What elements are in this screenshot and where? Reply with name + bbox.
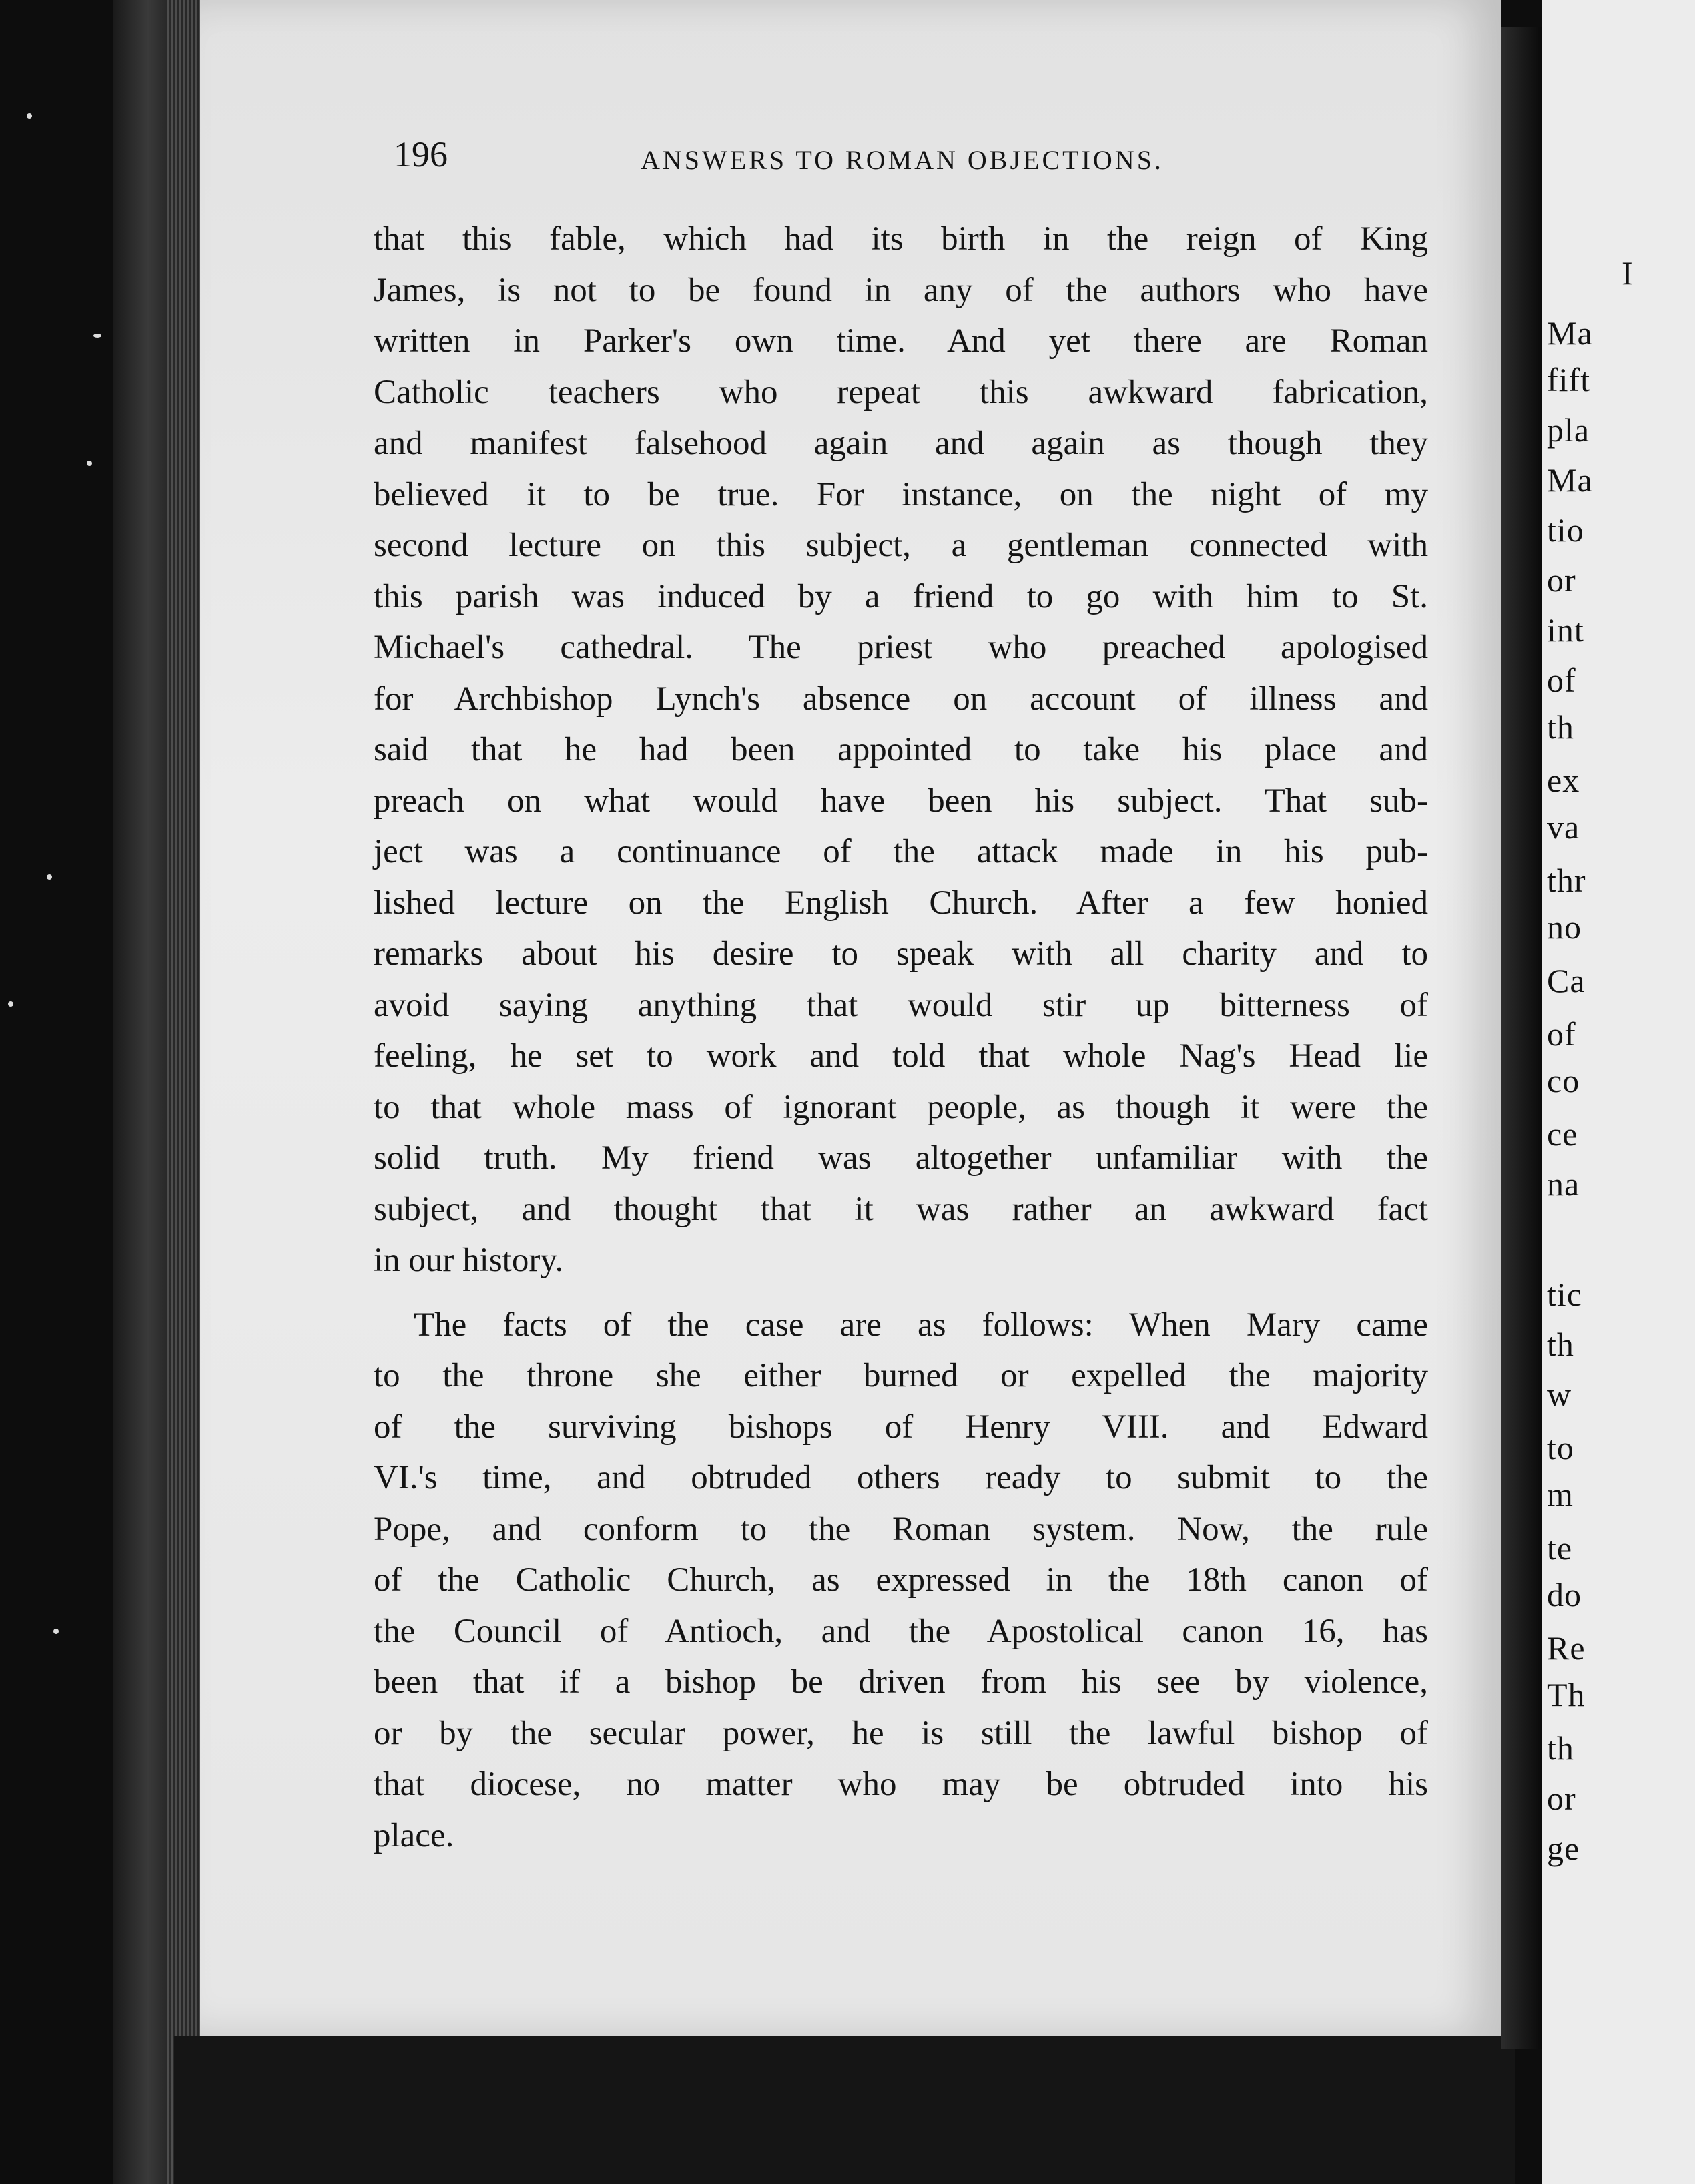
facing-page-fragment: thr (1547, 862, 1586, 899)
text-line: Catholic teachers who repeat this awkward fabrication, (374, 373, 1428, 411)
facing-page-fragment: int (1547, 611, 1584, 649)
facing-page-fragment: co (1547, 1062, 1580, 1099)
text-line: avoid saying anything that would stir up bitterness of (374, 986, 1428, 1024)
text-line: believed it to be true. For instance, on the night of my (374, 475, 1428, 513)
scan-speck (8, 1001, 13, 1007)
facing-page-fragment: Ma (1547, 461, 1593, 499)
scan-speck (27, 113, 32, 119)
text-line: preach on what would have been his subject. That sub- (374, 782, 1428, 820)
paragraph (374, 214, 1428, 1286)
text-line: The facts of the case are as follows: When Mary came (414, 1306, 1428, 1344)
body-text (374, 214, 1428, 1861)
text-line: said that he had been appointed to take his place and (374, 731, 1428, 768)
text-line: in our history. (374, 1242, 564, 1279)
text-line: and manifest falsehood again and again as though they (374, 425, 1428, 462)
text-line: to that whole mass of ignorant people, as though it were the (374, 1088, 1428, 1126)
paragraph (374, 1300, 1428, 1862)
facing-page-fragment: Re (1547, 1629, 1586, 1667)
scan-speck (53, 1629, 59, 1634)
facing-page-fragment: Ca (1547, 962, 1586, 999)
facing-page-fragment: na (1547, 1165, 1580, 1203)
page-number: 196 (394, 134, 448, 174)
facing-page-fragment: ex (1547, 762, 1580, 799)
text-line: to the throne she either burned or expelled the majority (374, 1357, 1428, 1394)
facing-page-fragment: pla (1547, 411, 1590, 449)
facing-page-fragment: do (1547, 1576, 1582, 1613)
text-line: remarks about his desire to speak with all charity and to (374, 935, 1428, 973)
scan-speck (93, 334, 101, 338)
facing-page-fragment: m (1547, 1476, 1574, 1513)
scan-speck (87, 461, 92, 466)
text-line: for Archbishop Lynch's absence on account of illness and (374, 679, 1428, 718)
text-line: this parish was induced by a friend to go with him to St. (374, 577, 1428, 615)
facing-page-fragment: or (1547, 561, 1576, 599)
facing-page-fragment: va (1547, 808, 1580, 846)
running-head (394, 133, 1435, 187)
book-gutter (1501, 27, 1542, 2049)
facing-page-fragment: te (1547, 1529, 1573, 1567)
facing-page-fragment: ce (1547, 1115, 1578, 1153)
facing-page-fragment: Ma (1547, 314, 1593, 352)
facing-page-fragment: of (1547, 661, 1576, 699)
facing-page (1542, 0, 1695, 2184)
running-title: ANSWERS TO ROMAN OBJECTIONS. (641, 145, 1164, 175)
text-line: Pope, and conform to the Roman system. Now, the rule (374, 1510, 1428, 1548)
text-line: subject, and thought that it was rather an awkward fact (374, 1190, 1428, 1228)
text-line: or by the secular power, he is still the lawful bishop of (374, 1714, 1428, 1752)
facing-page-fragment: of (1547, 1015, 1576, 1053)
facing-page-fragment: to (1547, 1429, 1574, 1466)
facing-page-fragment: th (1547, 708, 1574, 746)
facing-page-fragment: th (1547, 1326, 1574, 1363)
text-line: feeling, he set to work and told that whole Nag's Head lie (374, 1037, 1428, 1075)
text-line: that diocese, no matter who may be obtruded into his (374, 1765, 1428, 1803)
text-line: VI.'s time, and obtruded others ready to submit to the (374, 1459, 1428, 1496)
facing-page-fragment: w (1547, 1376, 1572, 1413)
text-line: that this fable, which had its birth in the reign of King (374, 220, 1428, 258)
facing-page-fragment: or (1547, 1780, 1576, 1817)
facing-page-fragment: th (1547, 1729, 1574, 1767)
text-line: second lecture on this subject, a gentleman connected with (374, 527, 1428, 564)
facing-page-fragment: tio (1547, 511, 1584, 549)
paragraph-gap (374, 1286, 1428, 1300)
text-line: Michael's cathedral. The priest who preached apologised (374, 629, 1428, 666)
text-line: of the surviving bishops of Henry VIII. and Edward (374, 1408, 1428, 1446)
text-line: written in Parker's own time. And yet there are Roman (374, 322, 1428, 360)
text-line: the Council of Antioch, and the Apostolical canon 16, has (374, 1612, 1428, 1650)
page-bottom-edge (174, 2036, 1515, 2184)
text-line: solid truth. My friend was altogether unfamiliar with the (374, 1139, 1428, 1177)
facing-page-fragment: no (1547, 908, 1582, 946)
scan-speck (47, 874, 52, 880)
text-line: been that if a bishop be driven from his see by violence, (374, 1663, 1428, 1701)
text-line: ject was a continuance of the attack made in his pub- (374, 833, 1428, 870)
text-line: lished lecture on the English Church. After a few honied (374, 884, 1428, 922)
facing-page-fragment: tic (1547, 1276, 1582, 1313)
facing-page-fragment: ge (1547, 1830, 1580, 1867)
text-line: place. (374, 1816, 454, 1854)
facing-page-fragment: Th (1547, 1676, 1586, 1713)
text-line: of the Catholic Church, as expressed in the 18th canon of (374, 1561, 1428, 1599)
text-line: James, is not to be found in any of the authors who have (374, 271, 1428, 309)
facing-page-fragment: I (1622, 254, 1634, 292)
facing-page-fragment: fift (1547, 361, 1591, 398)
